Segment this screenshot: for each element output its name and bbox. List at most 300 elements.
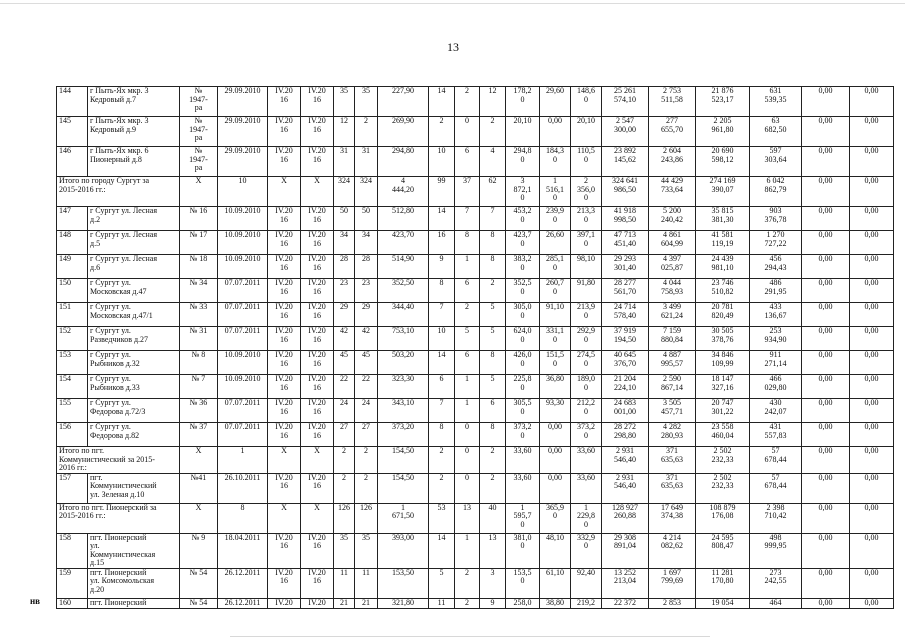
table-cell: Итого по пгт. Пионерский за 2015-2016 гг.: [57,503,180,533]
table-cell: 29 308 891,04 [602,533,649,568]
table-cell: 212,2 0 [571,399,602,423]
table-cell: 20 747 301,22 [696,399,750,423]
table-cell: 0 [455,447,480,474]
table-cell: 305,5 0 [506,399,540,423]
table-cell: 269,90 [378,117,429,147]
table-cell: 273 242,55 [750,568,802,598]
table-cell: IV.20 16 [301,117,334,147]
table-cell: г Пыть-Ях мкр. 3 Кедровый д.7 [88,87,180,117]
table-cell: 145 [57,117,88,147]
table-cell: 26,60 [540,231,571,255]
subtotal-row [57,177,894,207]
table-cell: 42 [334,327,355,351]
table-cell: 35 [355,533,378,568]
table-cell: 07.07.2011 [218,399,268,423]
table-cell: 0,00 [802,303,850,327]
table-cell: 0,00 [850,87,894,117]
table-cell: 5 [429,568,455,598]
table-cell: 21 204 224,10 [602,375,649,399]
table-cell: 99 [429,177,455,207]
register-table [56,86,894,609]
table-cell: 178,2 0 [506,87,540,117]
table-cell: Итого по пгт. Коммунистический за 2015- 2016 гг.: [57,447,180,474]
table-cell: 423,70 [378,231,429,255]
table-cell: 274 169 390,07 [696,177,750,207]
table-cell: 324 [355,177,378,207]
table-cell: IV.20 16 [268,533,301,568]
table-cell: 305,0 0 [506,303,540,327]
table-cell: 503,20 [378,351,429,375]
table-cell: 0,00 [802,598,850,608]
table-cell: 154 [57,375,88,399]
table-cell: № 33 [180,303,218,327]
table-cell: 24 439 981,10 [696,255,750,279]
table-cell: 29 [334,303,355,327]
table-cell: 07.07.2011 [218,327,268,351]
scan-edge-top [0,3,905,4]
table-cell: 352,5 0 [506,279,540,303]
table-cell: 10 [218,177,268,207]
table-cell: 149 [57,255,88,279]
table-cell: 258,0 [506,598,540,608]
table-cell: г Сургут ул. Лесная д.2 [88,207,180,231]
table-cell: 8 [480,423,506,447]
table-cell: 324 641 986,50 [602,177,649,207]
table-cell: 23 892 145,62 [602,147,649,177]
table-cell: 45 [334,351,355,375]
table-cell: 7 [455,207,480,231]
table-cell: 20,10 [571,117,602,147]
table-cell: 10 [429,327,455,351]
table-cell: г Сургут ул. Разведчиков д.27 [88,327,180,351]
table-cell: 07.07.2011 [218,279,268,303]
table-cell: 154,50 [378,473,429,503]
table-cell: 2 [455,303,480,327]
table-cell: 2 853 [649,598,696,608]
table-cell: 29.09.2010 [218,147,268,177]
table-cell: 34 [355,231,378,255]
table-cell: 29 [355,303,378,327]
table-cell: 1 671,50 [378,503,429,533]
table-cell: 0,00 [802,423,850,447]
table-cell: 93,30 [540,399,571,423]
table-cell: IV.20 16 [301,231,334,255]
table-cell: 153,50 [378,568,429,598]
table-cell: X [180,503,218,533]
table-cell: 4 044 758,93 [649,279,696,303]
table-cell: 14 [429,87,455,117]
table-cell: 24 683 001,00 [602,399,649,423]
table-cell: 430 242,07 [750,399,802,423]
table-cell: 31 [334,147,355,177]
table-cell: 0 [455,423,480,447]
table-cell: 0,00 [850,327,894,351]
table-cell: 10.09.2010 [218,231,268,255]
table-cell: 0,00 [802,231,850,255]
table-cell: 16 [429,231,455,255]
table-cell: 7 [429,303,455,327]
table-cell: 0,00 [802,117,850,147]
table-cell: 28 [355,255,378,279]
table-cell: 0,00 [850,147,894,177]
table-cell: 213,3 0 [571,207,602,231]
table-cell: IV.20 16 [301,327,334,351]
table-cell: 2 590 867,14 [649,375,696,399]
table-cell: 0,00 [802,87,850,117]
table-cell: 8 [429,423,455,447]
table-cell: 4 887 995,57 [649,351,696,375]
table-cell: 2 604 243,86 [649,147,696,177]
scan-edge-bottom [230,636,710,637]
table-cell: 33,60 [506,473,540,503]
table-cell: 18 147 327,16 [696,375,750,399]
table-cell: № 1947- ра [180,87,218,117]
table-cell: 225,8 0 [506,375,540,399]
table-cell: 28 272 298,80 [602,423,649,447]
table-cell: 0,00 [850,207,894,231]
table-cell: 3 [480,568,506,598]
table-cell: №41 [180,473,218,503]
table-row [57,231,894,255]
table-cell: 911 271,14 [750,351,802,375]
table-cell: 753,10 [378,327,429,351]
table-cell: 28 277 561,70 [602,279,649,303]
table-cell: 20 781 820,49 [696,303,750,327]
table-cell: 381,0 0 [506,533,540,568]
table-cell: 29.09.2010 [218,117,268,147]
table-cell: 50 [355,207,378,231]
table-cell: г Пыть-Ях мкр. 6 Пионерный д.8 [88,147,180,177]
table-cell: 5 [480,375,506,399]
table-cell: 365,9 0 [540,503,571,533]
table-cell: 0,00 [850,303,894,327]
table-cell: 12 [334,117,355,147]
table-cell: IV.20 16 [268,327,301,351]
table-cell: 4 [480,147,506,177]
table-cell: IV.20 [268,598,301,608]
table-cell: 0 [455,473,480,503]
table-cell: 28 [334,255,355,279]
table-cell: 4 214 082,62 [649,533,696,568]
table-cell: 47 713 451,40 [602,231,649,255]
table-cell: 0,00 [850,375,894,399]
table-cell: IV.20 16 [301,87,334,117]
table-cell: IV.20 16 [268,399,301,423]
table-cell: 1 595,7 0 [506,503,540,533]
table-cell: 2 547 300,00 [602,117,649,147]
table-cell: 57 678,44 [750,447,802,474]
table-cell: 373,20 [378,423,429,447]
table-cell: 0,00 [850,279,894,303]
table-cell: 11 [355,568,378,598]
table-cell: 0,00 [802,351,850,375]
table-cell: № 7 [180,375,218,399]
table-cell: IV.20 16 [268,87,301,117]
table-cell: 2 [455,598,480,608]
table-cell: 2 [355,447,378,474]
table-cell: 40 [480,503,506,533]
table-cell: 6 [480,399,506,423]
table-cell: 0,00 [802,327,850,351]
table-cell: 0,00 [802,207,850,231]
table-cell: 14 [429,351,455,375]
table-cell: 21 [334,598,355,608]
table-cell: 3 872,1 0 [506,177,540,207]
table-cell: IV.20 16 [268,117,301,147]
table-cell: 292,9 0 [571,327,602,351]
table-cell: 2 [455,87,480,117]
table-cell: 146 [57,147,88,177]
table-cell: 0,00 [850,399,894,423]
table-cell: 10.09.2010 [218,207,268,231]
table-cell: 512,80 [378,207,429,231]
table-cell: 274,5 0 [571,351,602,375]
table-cell: 0,00 [850,503,894,533]
table-cell: 0,00 [850,447,894,474]
table-cell: 331,1 0 [540,327,571,351]
table-cell: № 31 [180,327,218,351]
table-cell: 0,00 [802,473,850,503]
table-cell: 2 [480,447,506,474]
table-cell: 50 [334,207,355,231]
table-cell: 8 [455,231,480,255]
table-cell: 0,00 [540,117,571,147]
table-cell: 0,00 [802,375,850,399]
table-cell: IV.20 16 [301,207,334,231]
table-cell: г Пыть-Ях мкр. 3 Кедровый д.9 [88,117,180,147]
table-cell: 0,00 [802,503,850,533]
table-cell: 397,1 0 [571,231,602,255]
table-cell: 61,10 [540,568,571,598]
table-cell: 2 [480,117,506,147]
table-cell: 0,00 [850,568,894,598]
table-cell: IV.20 16 [268,351,301,375]
table-cell: 07.07.2011 [218,303,268,327]
table-cell: 7 [429,399,455,423]
table-cell: 4 397 025,87 [649,255,696,279]
table-cell: г Сургут ул. Рыбников д.33 [88,375,180,399]
table-cell: № 9 [180,533,218,568]
table-cell: 110,5 0 [571,147,602,177]
table-cell: 2 [334,473,355,503]
table-cell: 1 [218,447,268,474]
table-cell: 10.09.2010 [218,351,268,375]
table-row [57,568,894,598]
table-cell: 373,2 0 [571,423,602,447]
table-cell: 2 [455,568,480,598]
table-cell: 30 505 378,76 [696,327,750,351]
table-cell: 0,00 [540,473,571,503]
table-cell: 2 356,0 0 [571,177,602,207]
table-cell: 213,9 0 [571,303,602,327]
table-cell: 27 [355,423,378,447]
table-cell: 92,40 [571,568,602,598]
table-cell: 151,5 0 [540,351,571,375]
table-cell: 344,40 [378,303,429,327]
table-cell: 0,00 [850,351,894,375]
table-cell: IV.20 16 [301,399,334,423]
table-cell: 6 042 862,79 [750,177,802,207]
table-cell: 24 595 808,47 [696,533,750,568]
table-cell: 2 [429,117,455,147]
table-cell: 23 [334,279,355,303]
table-cell: 41 918 998,50 [602,207,649,231]
table-cell: г Сургут ул. Московская д.47/1 [88,303,180,327]
table-cell: 10 [429,147,455,177]
table-cell: 2 [355,117,378,147]
table-cell: № 54 [180,598,218,608]
table-cell: 24 [355,399,378,423]
table-cell: IV.20 16 [268,255,301,279]
table-cell: 426,0 0 [506,351,540,375]
table-cell: IV.20 16 [301,375,334,399]
table-cell: 31 [355,147,378,177]
footer-mark: нв [30,596,41,606]
table-cell: 0,00 [802,399,850,423]
table-cell: 160 [57,598,88,608]
table-cell: 294,80 [378,147,429,177]
table-cell: 5 [480,303,506,327]
table-cell: 37 [455,177,480,207]
table-cell: IV.20 16 [268,279,301,303]
table-cell: 63 682,50 [750,117,802,147]
table-cell: 1 [455,399,480,423]
table-cell: 1 229,8 0 [571,503,602,533]
table-row [57,303,894,327]
table-cell: 7 [480,207,506,231]
table-cell: 34 [334,231,355,255]
table-cell: г Сургут ул. Федорова д.82 [88,423,180,447]
table-cell: № 34 [180,279,218,303]
table-cell: № 37 [180,423,218,447]
table-cell: 33,60 [506,447,540,474]
table-cell: 11 [429,598,455,608]
table-cell: 8 [218,503,268,533]
table-cell: 498 999,95 [750,533,802,568]
table-cell: IV.20 16 [301,303,334,327]
table-cell: 98,10 [571,255,602,279]
table-cell: пгт. Пионерский ул. Комсомольская д.20 [88,568,180,598]
table-cell: 0,00 [850,423,894,447]
table-cell: 148 [57,231,88,255]
subtotal-row [57,503,894,533]
table-cell: 144 [57,87,88,117]
table-cell: IV.20 16 [268,568,301,598]
table-cell: 41 581 119,19 [696,231,750,255]
table-cell: Итого по городу Сургут за 2015-2016 гг.: [57,177,180,207]
table-cell: 3 505 457,71 [649,399,696,423]
table-cell: 1 516,1 0 [540,177,571,207]
table-cell: 184,3 0 [540,147,571,177]
table-cell: 0,00 [850,533,894,568]
table-cell: 14 [429,207,455,231]
table-cell: 126 [355,503,378,533]
table-cell: 7 159 880,84 [649,327,696,351]
table-cell: 48,10 [540,533,571,568]
table-cell: IV.20 16 [268,147,301,177]
table-cell: 6 [429,375,455,399]
table-cell: 35 [355,87,378,117]
table-cell: 371 635,63 [649,473,696,503]
table-cell: 0,00 [850,231,894,255]
table-cell: 0,00 [850,255,894,279]
table-row [57,279,894,303]
table-cell: 433 136,67 [750,303,802,327]
table-cell: 2 753 511,58 [649,87,696,117]
table-cell: 332,9 0 [571,533,602,568]
table-cell: IV.20 16 [301,279,334,303]
table-cell: 2 [355,473,378,503]
table-cell: 29,60 [540,87,571,117]
table-cell: 0,00 [802,255,850,279]
table-cell: 464 [750,598,802,608]
table-cell: 1 270 727,22 [750,231,802,255]
table-cell: 383,2 0 [506,255,540,279]
table-row [57,598,894,608]
table-cell: 0,00 [802,279,850,303]
table-cell: г Сургут ул. Лесная д.6 [88,255,180,279]
table-cell: 150 [57,279,88,303]
table-row [57,399,894,423]
table-row [57,147,894,177]
table-cell: 1 [455,375,480,399]
table-cell: IV.20 16 [268,303,301,327]
table-cell: пгт. Коммунистический ул. Зеленая д.10 [88,473,180,503]
table-cell: 2 398 710,42 [750,503,802,533]
table-cell: 0,00 [850,117,894,147]
table-cell: 14 [429,533,455,568]
table-cell: 45 [355,351,378,375]
table-cell: 2 [334,447,355,474]
table-cell: 13 [480,533,506,568]
table-cell: IV.20 16 [268,375,301,399]
table-cell: 35 [334,87,355,117]
table-cell: 108 879 176,08 [696,503,750,533]
table-cell: 8 [480,231,506,255]
table-cell: 11 281 170,80 [696,568,750,598]
table-cell: 0,00 [850,473,894,503]
table-cell: 2 [429,447,455,474]
table-cell: IV.20 16 [268,231,301,255]
table-cell: 24 [334,399,355,423]
table-row [57,423,894,447]
table-cell: 456 294,43 [750,255,802,279]
table-cell: 343,10 [378,399,429,423]
table-cell: 20,10 [506,117,540,147]
table-cell: 36,80 [540,375,571,399]
table-cell: № 8 [180,351,218,375]
table-cell: 26.12.2011 [218,598,268,608]
table-cell: 22 [334,375,355,399]
table-cell: 323,30 [378,375,429,399]
table-cell: 11 [334,568,355,598]
table-cell: IV.20 16 [268,423,301,447]
table-cell: 2 [429,473,455,503]
table-cell: пгт. Пионерский ул. Коммунистическая д.15 [88,533,180,568]
page-number: 13 [447,40,459,54]
table-cell: 2 502 232,33 [696,447,750,474]
table-cell: 27 [334,423,355,447]
table-cell: № 16 [180,207,218,231]
table-cell: 3 499 621,24 [649,303,696,327]
table-cell: 6 [455,351,480,375]
table-cell: 128 927 260,88 [602,503,649,533]
table-cell: 260,7 0 [540,279,571,303]
table-cell: 25 261 574,10 [602,87,649,117]
table-cell: 1 697 799,69 [649,568,696,598]
table-cell: IV.20 16 [268,207,301,231]
table-row [57,473,894,503]
